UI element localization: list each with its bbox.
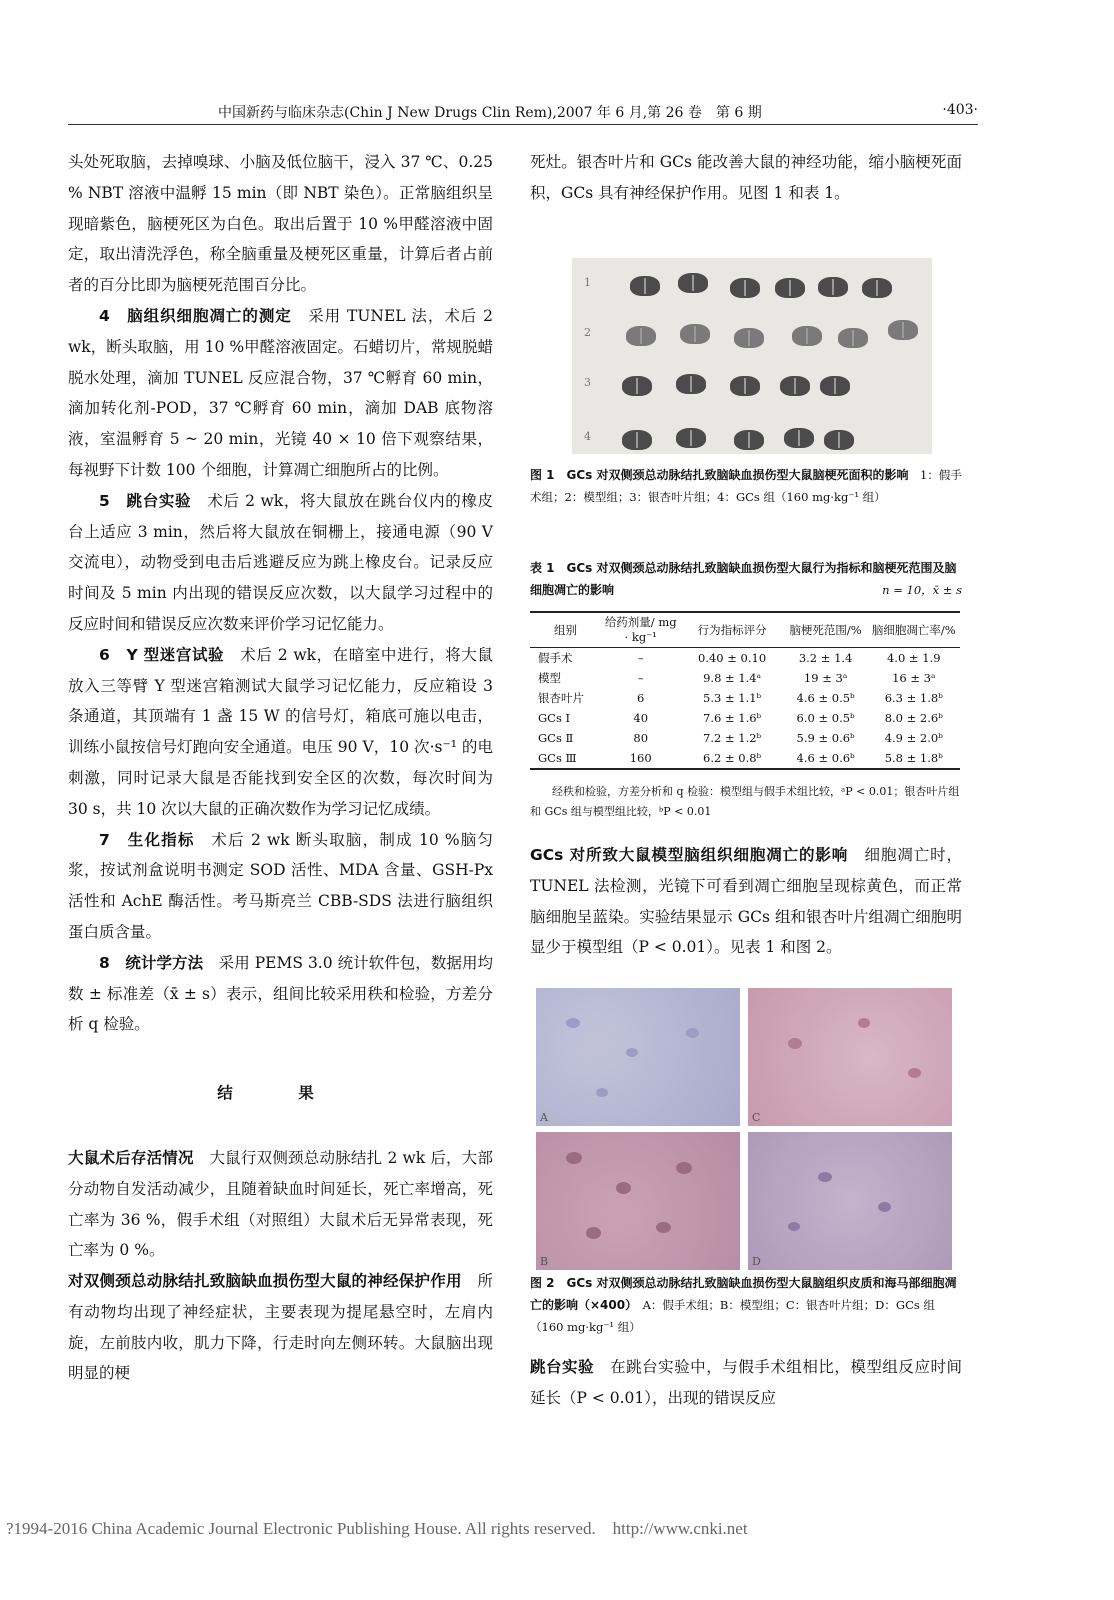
section-body: 术后 2 wk，在暗室中进行，将大鼠放入三等臂 Y 型迷宫箱测试大鼠学习记忆能力，反应箱设 3 条通道，其顶端有 1 盏 15 W 的信号灯，箱底可施以电击，训练小鼠按信号灯跑向安全通道。电压 90 V，10 次·s⁻¹ 的电刺激，同时记录大鼠是否能找到安全区的次数，每次时间为 30 s，共 10 次以大鼠的正确次数作为学习记忆成绩。 bbox=[68, 645, 493, 818]
table-cell: 银杏叶片 bbox=[538, 691, 584, 705]
table-cell: GCs Ⅰ bbox=[538, 711, 571, 725]
table-cell: 5.8 ± 1.8ᵇ bbox=[884, 751, 943, 765]
brain-slice bbox=[730, 278, 760, 298]
table-cell: 4.6 ± 0.5ᵇ bbox=[796, 691, 855, 705]
table-cell: GCs Ⅱ bbox=[538, 731, 574, 745]
table-cell: 9.8 ± 1.4ᵃ bbox=[703, 671, 762, 685]
right-column-top bbox=[530, 147, 962, 237]
table-row bbox=[530, 728, 960, 748]
section-body: 术后 2 wk 断头取脑，制成 10 %脑匀浆，按试剂盒说明书测定 SOD 活性、MDA 含量、GSH-Px 活性和 AchE 酶活性。考马斯亮兰 CBB-SDS 法进行脑组织蛋白质含量。 bbox=[68, 830, 493, 941]
section-4 bbox=[68, 301, 493, 486]
figure-1-caption bbox=[530, 464, 962, 508]
table-cell: GCs Ⅲ bbox=[538, 751, 577, 765]
table-cell: 0.40 ± 0.10 bbox=[697, 651, 767, 665]
table-cell: 8.0 ± 2.6ᵇ bbox=[884, 711, 943, 725]
cell-nucleus bbox=[818, 1172, 832, 1182]
brain-slice bbox=[626, 326, 656, 346]
cell-nucleus bbox=[596, 1088, 608, 1097]
table-cell: – bbox=[637, 671, 644, 685]
copyright-footer: ?1994-2016 China Academic Journal Electronic Publishing House. All rights reserved. http://www.cnki.net bbox=[6, 1519, 748, 1538]
figure-2-micrographs bbox=[536, 988, 952, 1270]
cell-nucleus bbox=[686, 1028, 699, 1038]
left-column bbox=[68, 147, 493, 1389]
result-heading: 对双侧颈总动脉结扎致脑缺血损伤型大鼠的神经保护作用 bbox=[68, 1272, 462, 1291]
brain-slice bbox=[734, 328, 764, 348]
micrograph-panel bbox=[536, 988, 740, 1126]
section-8 bbox=[68, 948, 493, 1040]
micrograph-panel bbox=[748, 988, 952, 1126]
micrograph-panel bbox=[748, 1132, 952, 1270]
section-5 bbox=[68, 486, 493, 640]
brain-slice bbox=[734, 430, 764, 450]
table-cell: 6 bbox=[637, 691, 645, 705]
section-body: 术后 2 wk，将大鼠放在跳台仪内的橡皮台上适应 3 min，然后将大鼠放在铜栅上，接通电源（90 V 交流电），动物受到电击后逃避反应为跳上橡皮台。记录反应时间及 5 min 内出现的错误反应次数，以大鼠学习过程中的反应时间和错误反应次数来评价学习记忆能力。 bbox=[68, 491, 493, 633]
table-title: 表 1 GCs 对双侧颈总动脉结扎致脑缺血损伤型大鼠行为指标和脑梗死范围及脑细胞凋亡的影响 bbox=[530, 561, 957, 597]
brain-slice bbox=[622, 376, 652, 396]
brain-slice bbox=[780, 376, 810, 396]
table-cell: 6.3 ± 1.8ᵇ bbox=[884, 691, 943, 705]
brain-slice bbox=[680, 324, 710, 344]
panel-label: C bbox=[752, 1111, 761, 1124]
results-heading: 结 果 bbox=[217, 1084, 344, 1103]
section-6 bbox=[68, 640, 493, 825]
result-heading: 跳台实验 bbox=[530, 1358, 595, 1376]
table-row bbox=[530, 708, 960, 728]
result-body: 所有动物均出现了神经症状，主要表现为提尾悬空时，左肩内旋，左前肢内收，肌力下降，行走时向左侧环转。大鼠脑出现明显的梗 bbox=[68, 1272, 493, 1383]
table-cell: 5.3 ± 1.1ᵇ bbox=[703, 691, 762, 705]
cell-nucleus bbox=[656, 1222, 671, 1233]
journal-citation: 中国新药与临床杂志(Chin J New Drugs Clin Rem),2007 年 6 月,第 26 卷 第 6 期 bbox=[218, 105, 762, 121]
table-row bbox=[530, 668, 960, 688]
section-body: 采用 PEMS 3.0 统计软件包，数据用均数 ± 标准差（x̄ ± s）表示，组间比较采用秩和检验，方差分析 q 检验。 bbox=[68, 953, 493, 1034]
caption-title: 图 1 GCs 对双侧颈总动脉结扎致脑缺血损伤型大鼠脑梗死面积的影响 bbox=[530, 468, 909, 482]
figure-2-caption bbox=[530, 1272, 962, 1338]
brain-slice bbox=[676, 428, 706, 448]
result-apoptosis bbox=[530, 840, 962, 963]
row-label: 1 bbox=[584, 276, 591, 289]
table-cell: 5.9 ± 0.6ᵇ bbox=[796, 731, 855, 745]
brain-slice bbox=[784, 428, 814, 448]
table-cell: 4.6 ± 0.6ᵇ bbox=[796, 751, 855, 765]
section-heading: 5 跳台实验 bbox=[99, 491, 192, 510]
cell-nucleus bbox=[566, 1018, 580, 1028]
table-stat-note: n = 10，x̄ ± s bbox=[882, 583, 962, 597]
brain-slice bbox=[820, 376, 850, 396]
brain-slice bbox=[862, 278, 892, 298]
table-row bbox=[530, 688, 960, 708]
brain-slice bbox=[630, 276, 660, 296]
table-header-row bbox=[530, 612, 960, 648]
caption-legend: A：假手术组；B：模型组；C：银杏叶片组；D：GCs 组（160 mg·kg⁻¹ 组） bbox=[530, 1298, 935, 1334]
table-cell: 6.2 ± 0.8ᵇ bbox=[703, 751, 762, 765]
cell-nucleus bbox=[566, 1152, 582, 1164]
table-cell: 16 ± 3ᵃ bbox=[892, 671, 936, 685]
result-survival bbox=[68, 1143, 493, 1266]
cell-nucleus bbox=[616, 1182, 631, 1194]
brain-slice bbox=[676, 374, 706, 394]
section-heading: 7 生化指标 bbox=[99, 830, 195, 849]
panel-label: A bbox=[540, 1111, 548, 1124]
caption-title: 图 2 GCs 对双侧颈总动脉结扎致脑缺血损伤型大鼠脑组织皮质和海马部细胞凋亡的影响（×400） bbox=[530, 1276, 957, 1312]
table-cell: 7.2 ± 1.2ᵇ bbox=[703, 731, 762, 745]
table-row bbox=[530, 648, 960, 669]
table-1 bbox=[530, 611, 960, 770]
table-cell: 40 bbox=[633, 711, 649, 725]
cell-nucleus bbox=[676, 1162, 692, 1174]
brain-slice bbox=[888, 320, 918, 340]
row-label: 4 bbox=[584, 430, 591, 443]
table-1-caption bbox=[530, 557, 962, 601]
brain-slice bbox=[678, 273, 708, 293]
brain-slice bbox=[824, 430, 854, 450]
table-1-footnote: 经秩和检验，方差分析和 q 检验：模型组与假手术组比较，ᵃP < 0.01；银杏叶片组和 GCs 组与模型组比较，ᵇP < 0.01 bbox=[530, 785, 960, 818]
section-body: 采用 TUNEL 法，术后 2 wk，断头取脑，用 10 %甲醛溶液固定。石蜡切片，常规脱蜡脱水处理，滴加 TUNEL 反应混合物，37 ℃孵育 60 min，滴加转化剂-POD，37 ℃孵育 60 min，滴加 DAB 底物溶液，室温孵育 5 ~ 20 min，光镜 40 × 10 倍下观察结果，每视野下计数 100 个细胞，计算凋亡细胞所占的比例。 bbox=[68, 306, 493, 479]
micrograph-panel bbox=[536, 1132, 740, 1270]
result-step-down bbox=[530, 1352, 962, 1414]
table-cell: – bbox=[637, 651, 644, 665]
cell-nucleus bbox=[626, 1048, 638, 1057]
column-header: 组别 bbox=[553, 622, 577, 637]
brain-slice bbox=[622, 430, 652, 450]
table-cell: 假手术 bbox=[538, 651, 573, 665]
row-label: 3 bbox=[584, 376, 591, 389]
brain-slice bbox=[792, 326, 822, 346]
result-body: 细胞凋亡时，TUNEL 法检测，光镜下可看到凋亡细胞呈现棕黄色，而正常脑细胞呈蓝染。实验结果显示 GCs 组和银杏叶片组凋亡细胞明显少于模型组（P < 0.01）。见表 1 和图 2。 bbox=[530, 846, 962, 957]
table-row bbox=[530, 748, 960, 769]
table-cell: 3.2 ± 1.4 bbox=[798, 651, 853, 665]
paragraph: 头处死取脑，去掉嗅球、小脑及低位脑干，浸入 37 ℃、0.25 % NBT 溶液中温孵 15 min（即 NBT 染色）。正常脑组织呈现暗紫色，脑梗死区为白色。取出后置于 10 %甲醛溶液中固定，取出清洗浮色，称全脑重量及梗死区重量，计算后者占前者的百分比即为脑梗死范围百分比。 bbox=[68, 153, 493, 295]
table-cell: 19 ± 3ᵃ bbox=[803, 671, 848, 685]
brain-slice bbox=[730, 376, 760, 396]
brain-slice bbox=[838, 328, 868, 348]
cell-nucleus bbox=[908, 1068, 921, 1078]
table-cell: 160 bbox=[629, 751, 652, 765]
brain-slice bbox=[818, 277, 848, 297]
cell-nucleus bbox=[586, 1227, 601, 1239]
result-heading: GCs 对所致大鼠模型脑组织细胞凋亡的影响 bbox=[530, 846, 849, 864]
page-number: ·403· bbox=[942, 102, 978, 118]
column-header: 给药剂量/ mg · kg⁻¹ bbox=[604, 615, 677, 644]
column-header: 脑细胞凋亡率/% bbox=[871, 622, 956, 637]
cell-nucleus bbox=[788, 1222, 800, 1231]
table-cell: 6.0 ± 0.5ᵇ bbox=[796, 711, 855, 725]
cell-nucleus bbox=[858, 1018, 870, 1028]
figure-1-brain-sections bbox=[572, 258, 932, 454]
running-header bbox=[68, 102, 978, 125]
table-cell: 80 bbox=[633, 731, 649, 745]
result-heading: 大鼠术后存活情况 bbox=[68, 1148, 194, 1167]
panel-label: B bbox=[540, 1255, 549, 1268]
section-heading: 4 脑组织细胞凋亡的测定 bbox=[99, 306, 292, 325]
result-body: 大鼠行双侧颈总动脉结扎 2 wk 后，大部分动物自发活动减少，且随着缺血时间延长，死亡率增高，死亡率为 36 %，假手术组（对照组）大鼠术后无异常表现，死亡率为 0 %。 bbox=[68, 1148, 493, 1260]
column-header: 脑梗死范围/% bbox=[789, 622, 862, 637]
cell-nucleus bbox=[788, 1038, 802, 1049]
paragraph: 死灶。银杏叶片和 GCs 能改善大鼠的神经功能，缩小脑梗死面积，GCs 具有神经保护作用。见图 1 和表 1。 bbox=[530, 153, 962, 202]
brain-slice bbox=[775, 278, 805, 298]
section-7 bbox=[68, 825, 493, 948]
column-header: 行为指标评分 bbox=[697, 622, 767, 637]
table-cell: 4.9 ± 2.0ᵇ bbox=[884, 731, 943, 745]
cell-nucleus bbox=[878, 1202, 891, 1212]
caption-legend: 1：假手术组；2：模型组；3：银杏叶片组；4：GCs 组（160 mg·kg⁻¹ 组） bbox=[530, 468, 962, 504]
table-cell: 7.6 ± 1.6ᵇ bbox=[703, 711, 762, 725]
result-body: 在跳台实验中，与假手术组相比，模型组反应时间延长（P < 0.01），出现的错误反应 bbox=[530, 1358, 962, 1407]
section-heading: 6 Y 型迷宫试验 bbox=[99, 645, 225, 664]
row-label: 2 bbox=[584, 326, 591, 339]
section-heading: 8 统计学方法 bbox=[99, 953, 204, 972]
table-cell: 4.0 ± 1.9 bbox=[886, 651, 941, 665]
panel-label: D bbox=[752, 1255, 761, 1268]
table-cell: 模型 bbox=[538, 671, 561, 685]
result-neuroprotection bbox=[68, 1266, 493, 1389]
